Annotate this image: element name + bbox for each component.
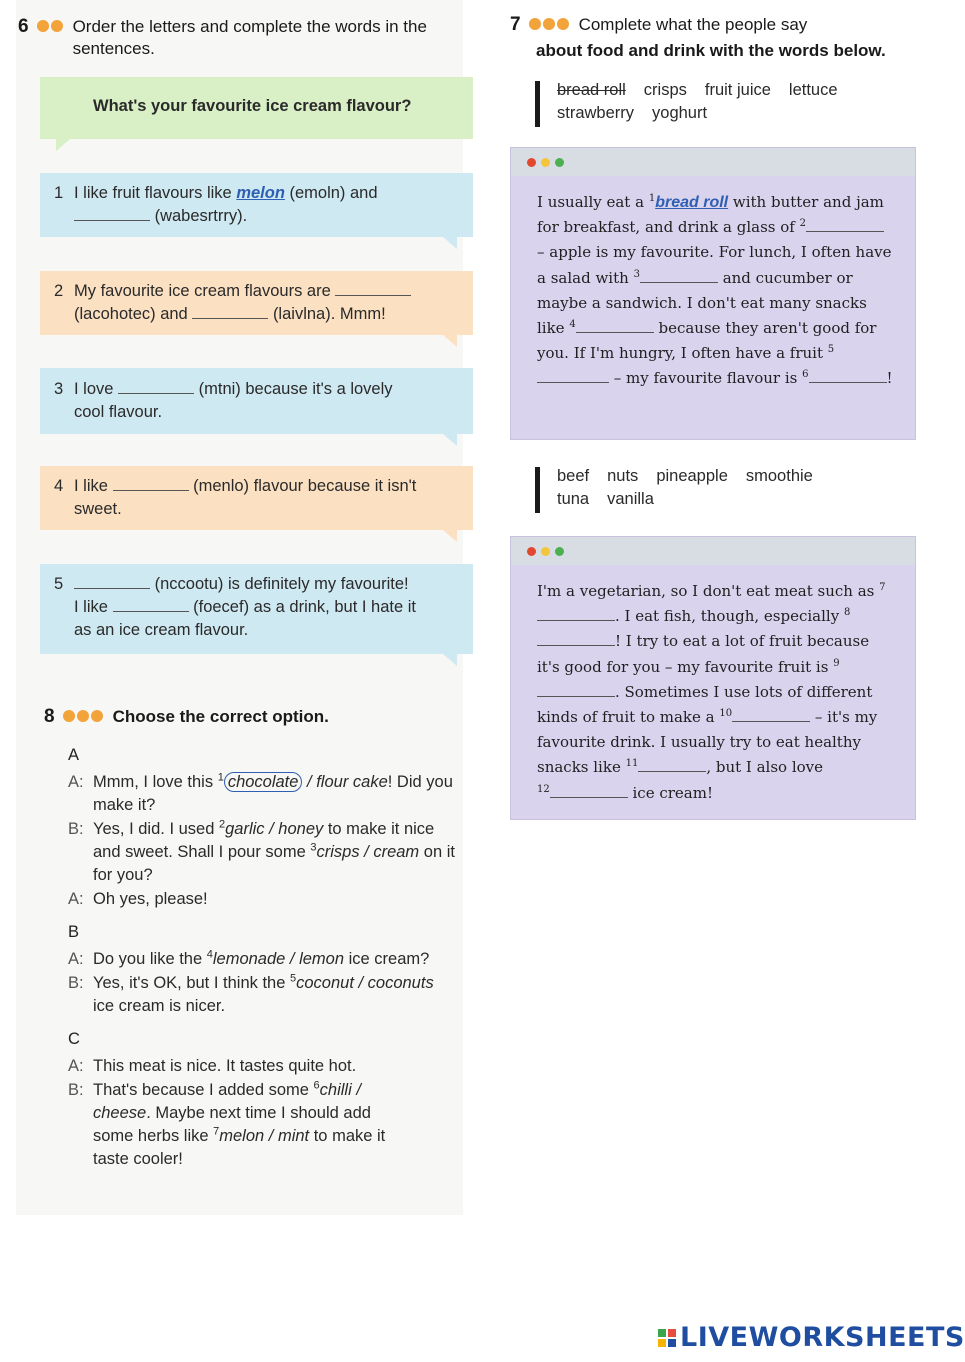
question-number: 3 <box>310 841 317 854</box>
item-text: cool flavour. <box>74 403 163 421</box>
chat-text: – apple is my favourite. For lunch, I often have a salad with <box>537 243 892 287</box>
answer-blank[interactable] <box>113 611 189 612</box>
dialogue-text: ice cream is nicer. <box>93 997 226 1015</box>
question-number: 4 <box>206 948 213 961</box>
logo-mark-icon <box>658 1329 676 1347</box>
chat-text-1 <box>511 176 915 406</box>
ex8-dialogues <box>68 738 458 1172</box>
chat-text: and cucumber or maybe a sandwich. I don't eat many snacks like <box>537 268 867 338</box>
answer-blank[interactable] <box>809 382 887 383</box>
dialogue-text: Oh yes, please! <box>93 890 208 908</box>
gap-number: 10 <box>719 708 733 720</box>
word-bank-item: pineapple <box>656 467 728 485</box>
dialogue-text: This meat is nice. It tastes quite hot. <box>93 1057 357 1075</box>
dialogue-line <box>68 1079 458 1171</box>
answer-blank[interactable] <box>118 393 194 394</box>
word-bank-item: fruit juice <box>704 81 771 99</box>
item-text: as an ice cream flavour. <box>74 621 249 639</box>
chat-text: – my favourite flavour is <box>609 369 803 388</box>
item-text: sweet. <box>74 500 122 518</box>
chat-text: with butter and jam for breakfast, and drink a glass of <box>537 193 884 237</box>
item-number: 3 <box>54 380 64 398</box>
speaker-label: A: <box>68 773 84 791</box>
item-text: My favourite ice cream flavours are <box>74 282 331 300</box>
dialogue-text: to make it taste cooler! <box>93 1127 386 1168</box>
item-text: I like fruit flavours like <box>74 184 237 202</box>
item-text: I love <box>74 380 114 398</box>
word-bank-item: smoothie <box>745 467 813 485</box>
item-hint: (mtni) because it's a lovely <box>198 380 393 398</box>
dialogue-text: Yes, it's OK, but I think the <box>93 974 290 992</box>
gap-number: 7 <box>879 582 886 593</box>
close-dot-icon <box>527 158 536 167</box>
item-hint: (lacohotec) and <box>74 305 188 323</box>
ex7-word-box-1 <box>535 79 915 129</box>
word-bank-item: lettuce <box>788 81 838 99</box>
dialogue-text: Yes, I did. I used <box>93 820 219 838</box>
chat-text-2 <box>511 565 915 820</box>
answer-blank[interactable] <box>576 332 654 333</box>
difficulty-dot <box>91 710 103 722</box>
chat-text: . I eat fish, though, especially <box>615 607 844 626</box>
word-bank-item: nuts <box>607 467 639 485</box>
answer-blank[interactable] <box>537 696 615 697</box>
ex8-heading <box>44 706 464 728</box>
option-choice[interactable]: garlic / honey <box>225 820 324 838</box>
selected-option[interactable]: chocolate <box>224 772 303 792</box>
option-choice[interactable]: chilli / cheese <box>93 1081 361 1122</box>
item-number: 2 <box>54 282 64 300</box>
answer-blank[interactable] <box>537 645 615 646</box>
word-bank-item: crisps <box>643 81 687 99</box>
dialogue-label: C <box>68 1030 80 1048</box>
word-bank-item: vanilla <box>607 490 654 508</box>
item-hint: (nccootu) is definitely my favourite! <box>154 575 409 593</box>
dialogue-text: Mmm, I love this <box>93 773 218 791</box>
dialogue-text: ice cream? <box>344 950 430 968</box>
ex6-prompt: What's your favourite ice cream flavour? <box>93 97 412 115</box>
option-choice[interactable]: melon / mint <box>219 1127 310 1145</box>
gap-number: 11 <box>625 758 639 770</box>
item-hint: (wabesrtrry). <box>154 207 248 225</box>
chat-text: . Sometimes I use lots of different kinds of fruit to make a <box>537 682 873 727</box>
dialogue-text: ! Did you make it? <box>93 773 453 814</box>
dialogue-text: Do you like the <box>93 950 207 968</box>
item-hint: (menlo) flavour because it isn't <box>193 477 417 495</box>
chat-text: I usually eat a <box>537 193 649 211</box>
dialogue-text: . Maybe next time I should add some herbs like <box>93 1104 371 1145</box>
answer-blank[interactable] <box>806 231 884 232</box>
dialogue-label: B <box>68 923 80 941</box>
ex6-item-2 <box>40 271 473 335</box>
speaker-label: A: <box>68 890 84 908</box>
close-dot-icon <box>527 547 536 556</box>
word-box-bar <box>535 467 540 513</box>
ex7-title-line-1: Complete what the people say <box>578 15 808 34</box>
dialogue-line <box>68 888 458 911</box>
answer-blank[interactable] <box>192 318 268 319</box>
ex6-title: Order the letters and complete the words in the sentences. <box>72 17 427 58</box>
difficulty-dot <box>529 18 541 30</box>
speaker-label: B: <box>68 974 84 992</box>
ex8-title: Choose the correct option. <box>112 707 329 726</box>
chat-window-titlebar <box>511 537 915 565</box>
ex6-heading <box>18 16 468 60</box>
ex6-item-1 <box>40 173 473 237</box>
option-choice[interactable]: coconut / coconuts <box>296 974 434 992</box>
maximize-dot-icon <box>555 547 564 556</box>
word-bank-item: yoghurt <box>652 104 708 122</box>
answer-blank[interactable] <box>638 771 706 772</box>
answer-blank[interactable] <box>335 295 411 296</box>
ex7-word-box-2 <box>535 465 915 515</box>
chat-text: ice cream! <box>627 783 713 802</box>
word-bank-item: bread roll <box>557 81 626 99</box>
gap-number: 6 <box>802 369 809 381</box>
gap-number: 4 <box>569 319 576 331</box>
speaker-label: A: <box>68 1057 84 1075</box>
question-number: 5 <box>289 972 297 985</box>
gap-number: 8 <box>843 607 851 619</box>
ex7-chat-window-1 <box>510 147 916 440</box>
logo-text: LIVEWORKSHEETS <box>680 1322 965 1353</box>
liveworksheets-logo <box>658 1322 965 1353</box>
ex6-prompt-bubble <box>40 77 473 139</box>
question-number: 2 <box>218 818 226 831</box>
dialogue-line <box>68 771 458 817</box>
item-number: 1 <box>54 184 64 202</box>
question-number: 1 <box>217 771 224 784</box>
chat-text: ! <box>886 369 893 388</box>
gap-number: 5 <box>827 344 835 356</box>
answer-blank[interactable] <box>74 220 150 221</box>
answer-blank[interactable] <box>537 382 609 383</box>
answer-blank[interactable] <box>732 721 810 722</box>
dialogue-line <box>68 972 458 1018</box>
option-choice[interactable]: crisps / cream <box>316 843 420 861</box>
ex6-item-3 <box>40 368 473 434</box>
item-hint: (laivlna). Mmm! <box>272 305 386 323</box>
chat-text: because they aren't good for you. If I'm hungry, I often have a fruit <box>537 319 877 363</box>
answer-blank[interactable] <box>640 282 718 283</box>
chat-text: I'm a vegetarian, so I don't eat meat such as <box>537 582 880 600</box>
gap-number: 12 <box>537 783 550 795</box>
ex6-item-4 <box>40 466 473 530</box>
maximize-dot-icon <box>555 158 564 167</box>
item-number: 4 <box>54 477 64 495</box>
chat-text: ! I try to eat a lot of fruit because it's good for you – my favourite fruit is <box>537 632 870 676</box>
example-answer: bread roll <box>655 194 729 211</box>
difficulty-dot <box>63 710 75 722</box>
question-number: 6 <box>313 1079 320 1092</box>
difficulty-dot <box>37 20 49 32</box>
chat-window-titlebar <box>511 148 915 176</box>
word-bank-item: strawberry <box>557 104 635 122</box>
speaker-label: A: <box>68 950 84 968</box>
ex6-item-5 <box>40 564 473 654</box>
minimize-dot-icon <box>541 547 550 556</box>
ex8-difficulty-dots <box>63 710 103 722</box>
dialogue-text: to make it nice and sweet. Shall I pour some <box>93 820 435 861</box>
item-text: I like <box>74 598 108 616</box>
answer-blank[interactable] <box>113 490 189 491</box>
difficulty-dot <box>557 18 569 30</box>
example-answer: melon <box>236 184 285 202</box>
dialogue-text: on it for you? <box>93 843 455 884</box>
ex6-number: 6 <box>18 16 29 37</box>
option[interactable]: flour cake <box>316 773 388 791</box>
gap-number: 2 <box>799 218 806 230</box>
dialogue-label: A <box>68 746 80 764</box>
difficulty-dot <box>543 18 555 30</box>
item-text: (emoln) and <box>284 184 378 202</box>
chat-text: – it's my favourite drink. I usually try to eat healthy snacks like <box>537 708 878 777</box>
word-box-bar <box>535 81 540 127</box>
answer-blank[interactable] <box>550 797 628 798</box>
dialogue-line <box>68 1055 458 1078</box>
ex7-number: 7 <box>510 14 521 35</box>
ex6-difficulty-dots <box>37 20 63 32</box>
ex8-number: 8 <box>44 706 55 727</box>
question-number: 7 <box>213 1125 220 1138</box>
option-choice[interactable]: lemonade / lemon <box>212 950 345 968</box>
dialogue-line <box>68 818 458 887</box>
ex7-title-line-2: about food and drink with the words below. <box>536 41 886 60</box>
option-separator: / <box>302 773 317 791</box>
item-number: 5 <box>54 575 64 593</box>
speaker-label: B: <box>68 1081 84 1099</box>
answer-blank[interactable] <box>74 588 150 589</box>
difficulty-dot <box>51 20 63 32</box>
ex7-chat-window-2 <box>510 536 916 820</box>
word-bank-item: tuna <box>557 490 590 508</box>
item-text: I like <box>74 477 108 495</box>
dialogue-text: That's because I added some <box>93 1081 314 1099</box>
dialogue-line <box>68 948 458 971</box>
ex7-heading <box>510 14 930 36</box>
speaker-label: B: <box>68 820 84 838</box>
gap-number: 1 <box>648 193 656 204</box>
gap-number: 3 <box>633 268 640 280</box>
ex7-difficulty-dots <box>529 18 569 30</box>
item-hint: (foecef) as a drink, but I hate it <box>193 598 416 616</box>
answer-blank[interactable] <box>537 620 615 621</box>
minimize-dot-icon <box>541 158 550 167</box>
difficulty-dot <box>77 710 89 722</box>
gap-number: 9 <box>833 657 840 669</box>
word-bank-item: beef <box>557 467 590 485</box>
chat-text: , but I also love <box>706 758 824 777</box>
